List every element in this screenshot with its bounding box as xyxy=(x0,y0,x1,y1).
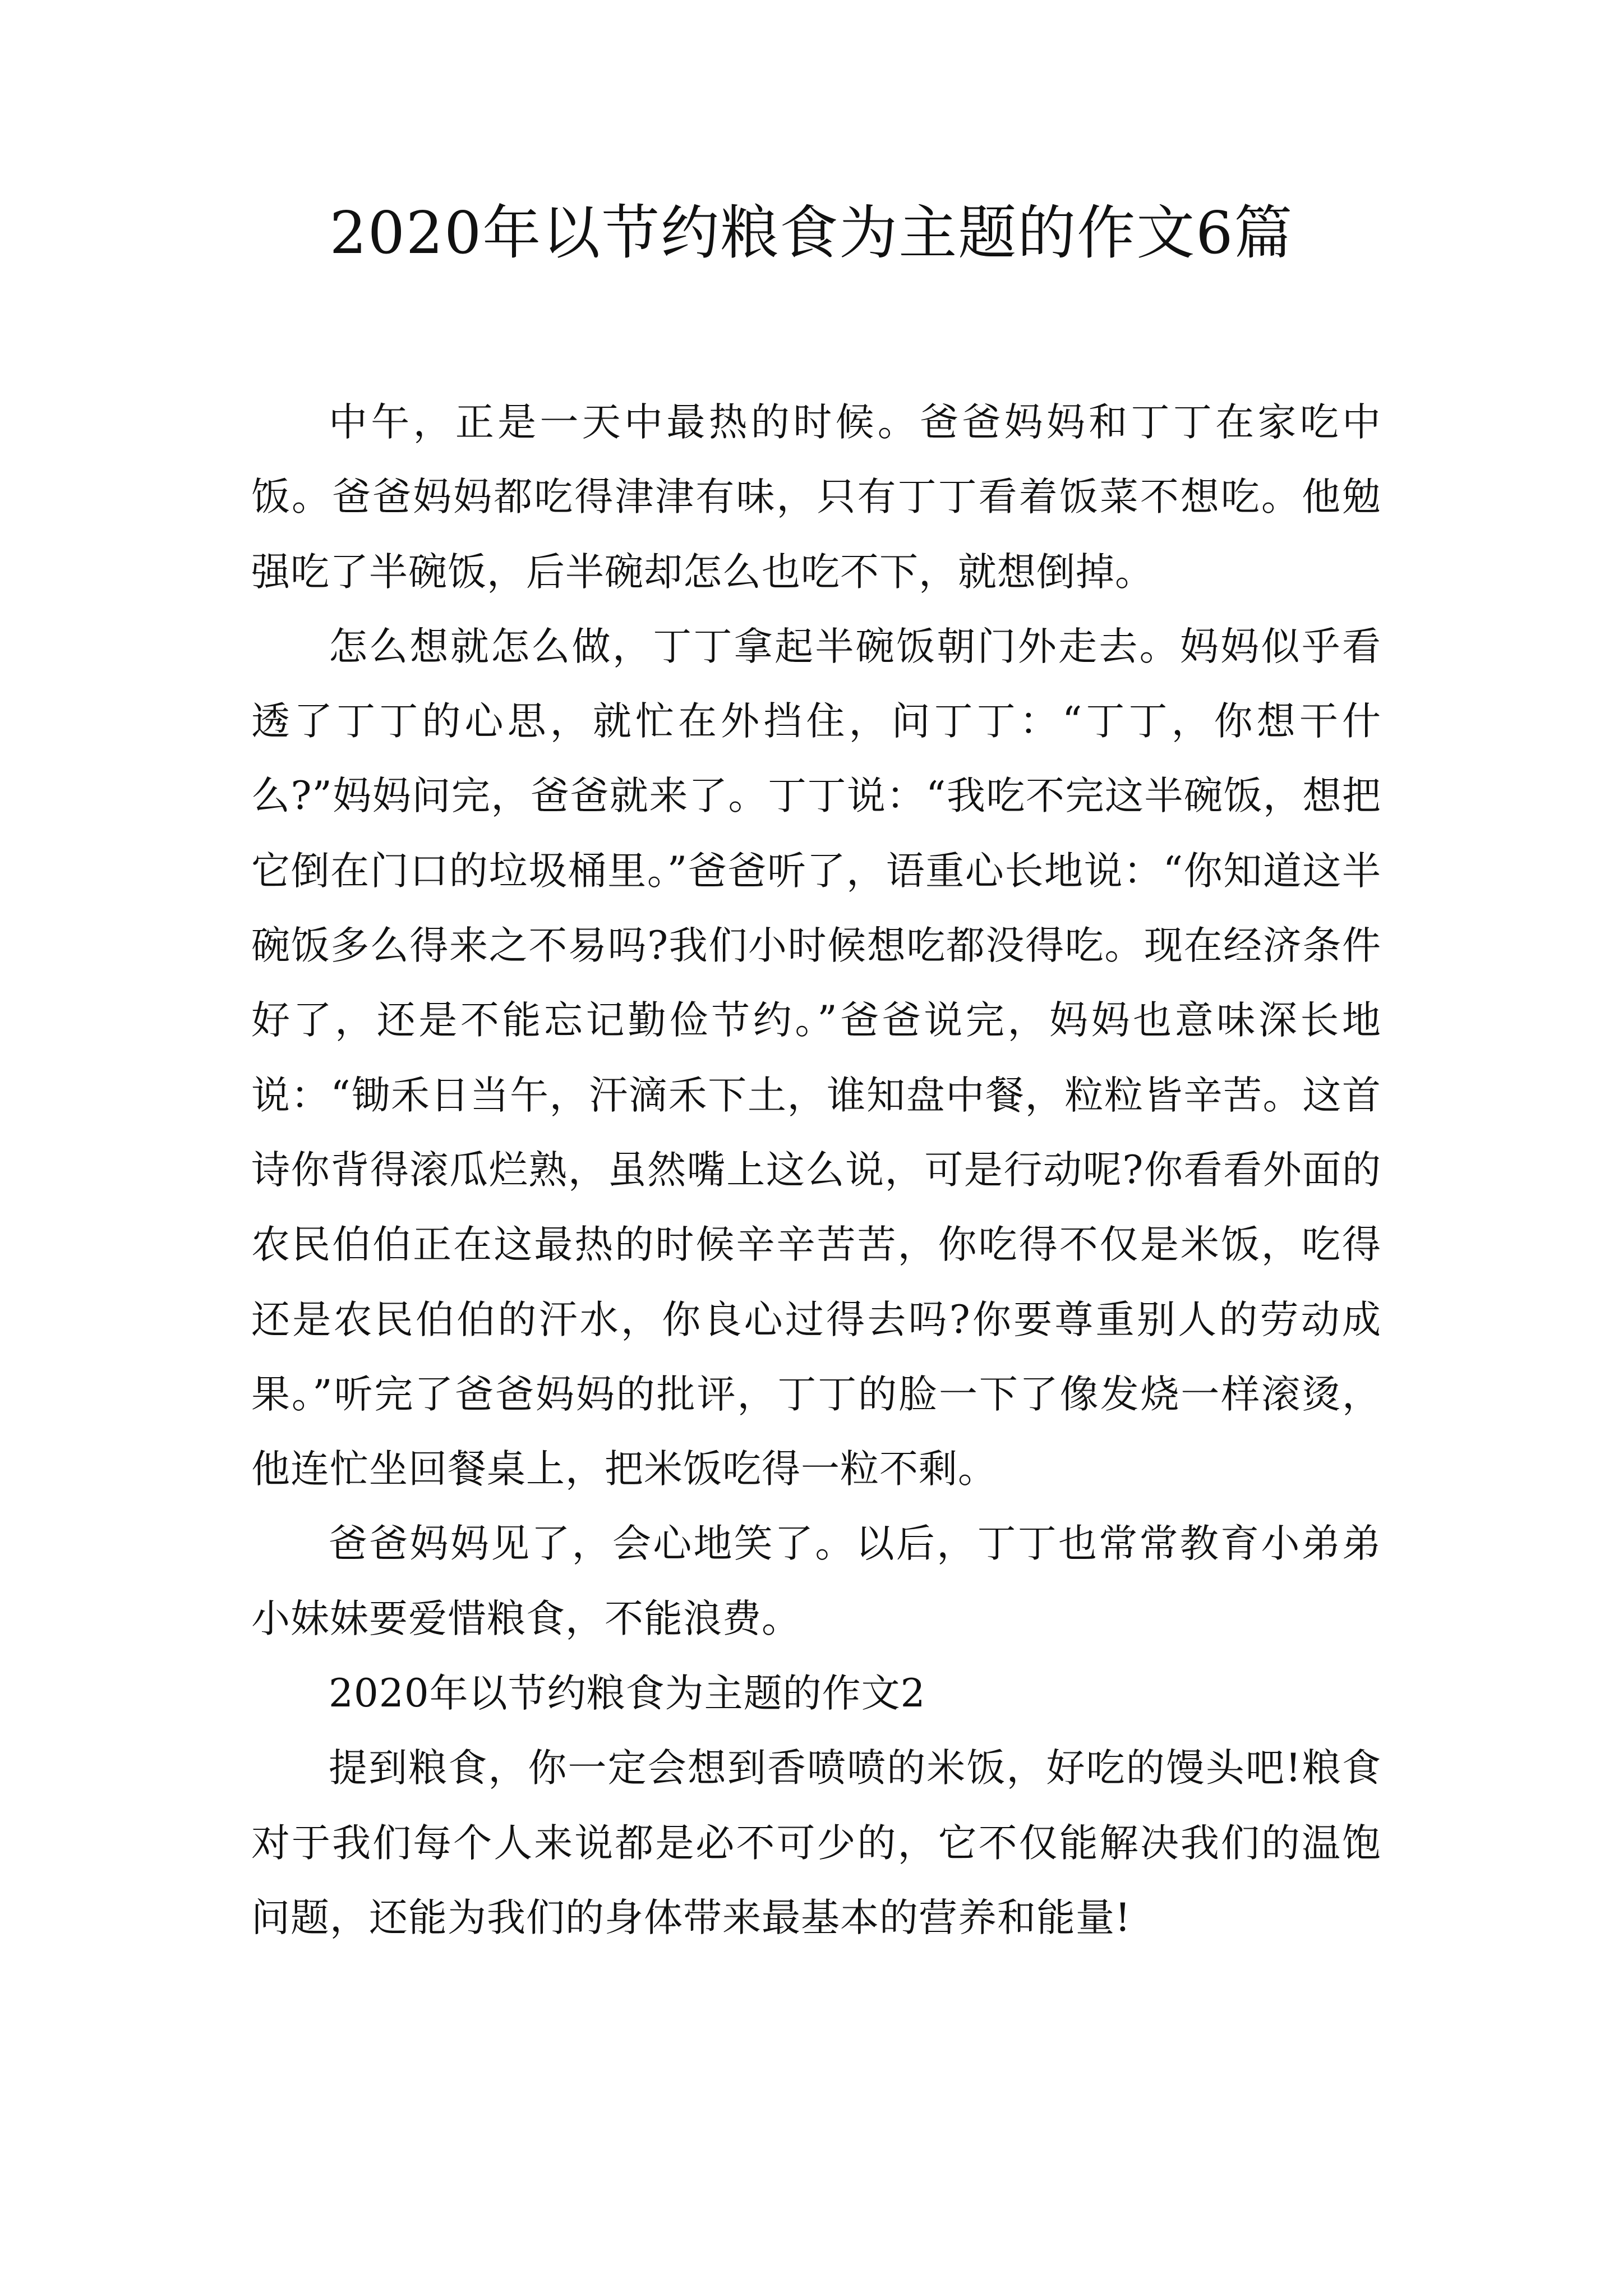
document-title: 2020年以节约粮食为主题的作文6篇 xyxy=(329,199,1294,267)
document-body xyxy=(251,385,1381,1955)
paragraph: 爸爸妈妈见了，会心地笑了。以后，丁丁也常常教育小弟弟小妹妹要爱惜粮食，不能浪费。 xyxy=(251,1521,1381,1641)
paragraph: 提到粮食，你一定会想到香喷喷的米饭，好吃的馒头吧!粮食对于我们每个人来说都是必不可少的，它不仅能解决我们的温饱问题，还能为我们的身体带来最基本的营养和能量! xyxy=(251,1746,1381,1940)
section-heading: 2020年以节约粮食为主题的作文2 xyxy=(329,1671,926,1717)
paragraph: 怎么想就怎么做，丁丁拿起半碗饭朝门外走去。妈妈似乎看透了丁丁的心思，就忙在外挡住，问丁丁：“丁丁，你想干什么?”妈妈问完，爸爸就来了。丁丁说：“我吃不完这半碗饭，想把它倒在门口的垃圾桶里。”爸爸听了，语重心长地说：“你知道这半碗饭多么得来之不易吗?我们小时候想吃都没得吃。现在经济条件好了，还是不能忘记勤俭节约。”爸爸说完，妈妈也意味深长地说：“锄禾日当午，汗滴禾下土，谁知盘中餐，粒粒皆辛苦。这首诗你背得滚瓜烂熟，虽然嘴上这么说，可是行动呢?你看看外面的农民伯伯正在这最热的时候辛辛苦苦，你吃得不仅是米饭，吃得还是农民伯伯的汗水，你良心过得去吗?你要尊重别人的劳动成果。”听完了爸爸妈妈的批评，丁丁的脸一下了像发烧一样滚烫，他连忙坐回餐桌上，把米饭吃得一粒不剩。 xyxy=(251,624,1381,1492)
paragraph: 中午，正是一天中最热的时候。爸爸妈妈和丁丁在家吃中饭。爸爸妈妈都吃得津津有味，只有丁丁看着饭菜不想吃。他勉强吃了半碗饭，后半碗却怎么也吃不下，就想倒掉。 xyxy=(251,400,1381,595)
